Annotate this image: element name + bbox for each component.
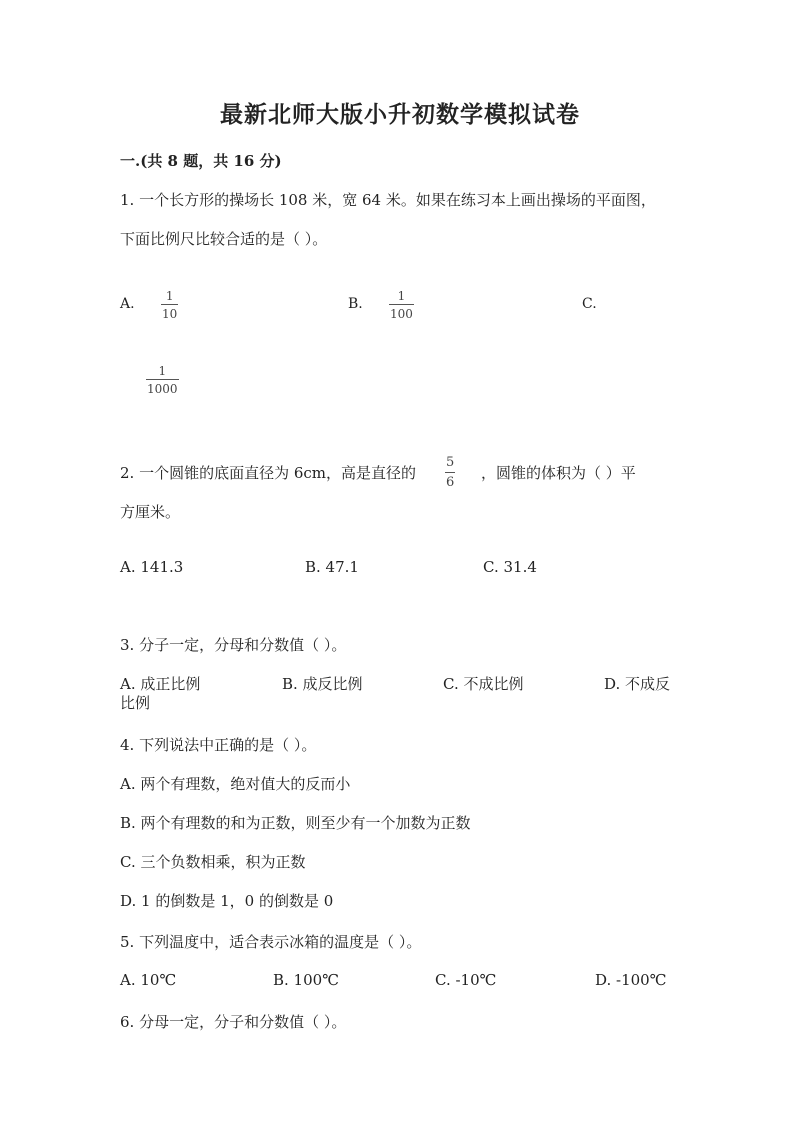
question-6-line-1: 6. 分母一定，分子和分数值（ ）。	[120, 1013, 347, 1031]
question-2-line-1-a: 2. 一个圆锥的底面直径为 6cm，高是直径的	[120, 464, 417, 482]
q2-fraction-numerator: 5	[446, 455, 455, 470]
q1-option-c-numerator: 1	[158, 364, 167, 378]
question-2-line-1-b: ，圆锥的体积为（ ）平	[481, 464, 636, 482]
question-4-line-1: 4. 下列说法中正确的是（ ）。	[120, 736, 317, 754]
q1-option-b-numerator: 1	[397, 289, 406, 303]
page-title: 最新北师大版小升初数学模拟试卷	[220, 101, 580, 128]
q3-option-d-wrap: 比例	[120, 694, 151, 712]
q1-option-a-numerator: 1	[165, 289, 174, 303]
q1-option-a-label: A.	[120, 296, 135, 312]
q1-option-c-fraction	[146, 364, 179, 396]
q3-option-a: A. 成正比例	[120, 675, 201, 693]
q2-option-a: A. 141.3	[120, 558, 184, 576]
q3-option-d: D. 不成反	[604, 675, 671, 693]
q5-option-d: D. -100℃	[595, 971, 667, 989]
question-2-line-2: 方厘米。	[120, 503, 181, 521]
section-heading: 一.(共 8 题，共 16 分)	[120, 152, 282, 170]
fraction-bar	[146, 379, 179, 380]
question-5-line-1: 5. 下列温度中，适合表示冰箱的温度是（ ）。	[120, 933, 422, 951]
q2-fraction-denominator: 6	[446, 475, 455, 490]
q4-option-a: A. 两个有理数，绝对值大的反而小	[120, 775, 351, 793]
question-1-line-2: 下面比例尺比较合适的是（ ）。	[120, 230, 328, 248]
q5-option-b: B. 100℃	[273, 971, 339, 989]
q5-option-c: C. -10℃	[435, 971, 497, 989]
q3-option-c: C. 不成比例	[443, 675, 524, 693]
fraction-bar	[389, 304, 414, 305]
q1-option-c-label: C.	[582, 296, 597, 312]
q4-option-c: C. 三个负数相乘，积为正数	[120, 853, 306, 871]
q4-option-b: B. 两个有理数的和为正数，则至少有一个加数为正数	[120, 814, 471, 832]
q1-option-a-fraction	[161, 289, 178, 321]
question-1-line-1: 1. 一个长方形的操场长 108 米，宽 64 米。如果在练习本上画出操场的平面图，	[120, 191, 656, 209]
question-3-line-1: 3. 分子一定，分母和分数值（ ）。	[120, 636, 347, 654]
q1-option-b-denominator: 100	[390, 307, 413, 321]
q1-option-a-denominator: 10	[162, 307, 178, 321]
q2-option-c: C. 31.4	[483, 558, 537, 576]
fraction-bar	[445, 472, 455, 473]
q2-option-b: B. 47.1	[305, 558, 359, 576]
q4-option-d: D. 1 的倒数是 1，0 的倒数是 0	[120, 892, 334, 910]
q3-option-b: B. 成反比例	[282, 675, 363, 693]
q1-option-b-fraction	[389, 289, 414, 321]
q5-option-a: A. 10℃	[120, 971, 177, 989]
fraction-bar	[161, 304, 178, 305]
q2-fraction	[445, 455, 455, 491]
q1-option-c-denominator: 1000	[147, 382, 178, 396]
q1-option-b-label: B.	[348, 296, 363, 312]
